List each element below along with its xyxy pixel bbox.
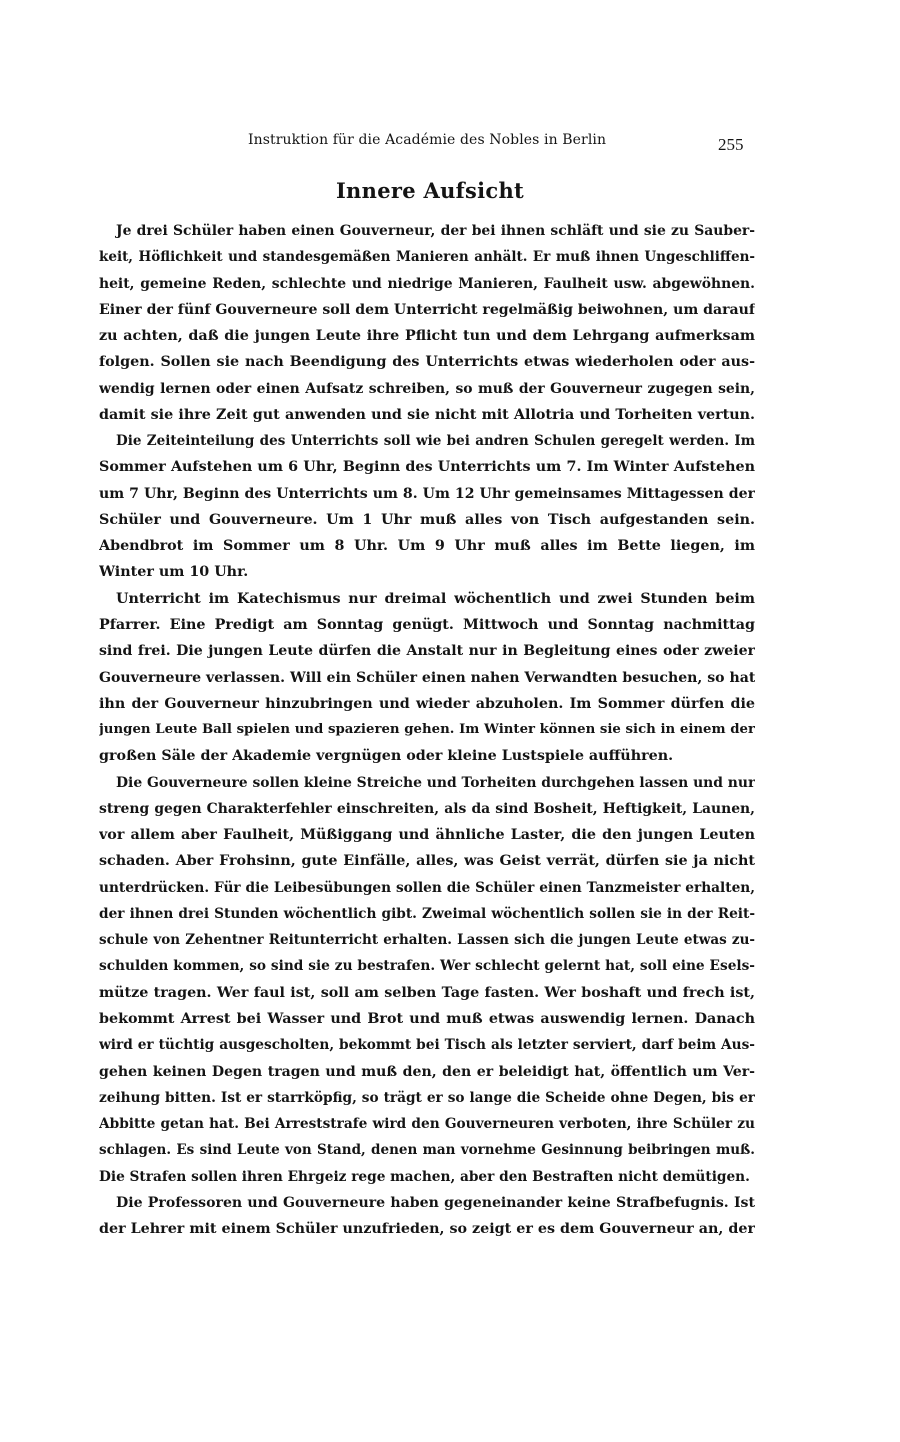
text-line: folgen. Sollen sie nach Beendigung des Unterrichts etwas wiederholen oder aus- bbox=[99, 354, 755, 371]
text-line: schlagen. Es sind Leute von Stand, denen man vornehme Gesinnung beibringen muß. bbox=[99, 1142, 755, 1159]
text-line: mütze tragen. Wer faul ist, soll am selben Tage fasten. Wer boshaft und frech ist, bbox=[99, 984, 755, 1001]
text-line: der Lehrer mit einem Schüler unzufrieden, so zeigt er es dem Gouverneur an, der bbox=[99, 1221, 755, 1238]
text-line: vor allem aber Faulheit, Müßiggang und ähnliche Laster, die den jungen Leuten bbox=[99, 827, 755, 844]
text-line: gehen keinen Degen tragen und muß den, den er beleidigt hat, öffentlich um Ver- bbox=[99, 1063, 755, 1080]
text-line: schulden kommen, so sind sie zu bestrafen. Wer schlecht gelernt hat, soll eine Esels- bbox=[99, 958, 755, 975]
text-line: Je drei Schüler haben einen Gouverneur, der bei ihnen schläft und sie zu Sauber- bbox=[116, 223, 755, 239]
page-number: 255 bbox=[718, 135, 744, 154]
text-line: Die Professoren und Gouverneure haben gegeneinander keine Strafbefugnis. Ist bbox=[116, 1194, 755, 1211]
text-line: Die Zeiteinteilung des Unterrichts soll wie bei andren Schulen geregelt werden. Im bbox=[116, 433, 755, 450]
text-line: bekommt Arrest bei Wasser und Brot und muß etwas auswendig lernen. Danach bbox=[99, 1010, 755, 1027]
text-line: Abendbrot im Sommer um 8 Uhr. Um 9 Uhr muß alles im Bette liegen, im bbox=[99, 538, 755, 555]
text-line: Die Strafen sollen ihren Ehrgeiz rege machen, aber den Bestraften nicht demütigen. bbox=[99, 1168, 750, 1185]
text-line: jungen Leute Ball spielen und spazieren gehen. Im Winter können sie sich in einem der bbox=[99, 722, 755, 738]
text-line: zeihung bitten. Ist er starrköpfig, so trägt er so lange die Scheide ohne Degen, bis er bbox=[99, 1089, 755, 1106]
running-head: Instruktion für die Académie des Nobles in Berlin bbox=[248, 132, 607, 148]
text-line: streng gegen Charakterfehler einschreiten, als da sind Bosheit, Heftigkeit, Launen, bbox=[99, 800, 755, 817]
text-line: ihn der Gouverneur hinzubringen und wieder abzuholen. Im Sommer dürfen die bbox=[99, 695, 755, 712]
text-line: keit, Höflichkeit und standesgemäßen Manieren anhält. Er muß ihnen Ungeschliffen- bbox=[99, 249, 755, 266]
text-line: schule von Zehentner Reitunterricht erhalten. Lassen sich die jungen Leute etwas zu- bbox=[99, 932, 755, 949]
text-line: wendig lernen oder einen Aufsatz schreiben, so muß der Gouverneur zugegen sein, bbox=[99, 380, 755, 397]
text-line: Abbitte getan hat. Bei Arreststrafe wird den Gouverneuren verboten, ihre Schüler zu bbox=[99, 1116, 755, 1133]
text-line: heit, gemeine Reden, schlechte und niedrige Manieren, Faulheit usw. abgewöhnen. bbox=[99, 275, 755, 292]
text-line: Sommer Aufstehen um 6 Uhr, Beginn des Unterrichts um 7. Im Winter Aufstehen bbox=[99, 459, 755, 476]
text-line: wird er tüchtig ausgescholten, bekommt bei Tisch als letzter serviert, darf beim Aus- bbox=[99, 1037, 755, 1054]
body-text bbox=[99, 218, 755, 1242]
text-line: Schüler und Gouverneure. Um 1 Uhr muß alles von Tisch aufgestanden sein. bbox=[99, 511, 755, 528]
text-line: zu achten, daß die jungen Leute ihre Pflicht tun und dem Lehrgang aufmerksam bbox=[99, 328, 755, 345]
text-line: großen Säle der Akademie vergnügen oder kleine Lustspiele aufführen. bbox=[99, 748, 674, 765]
text-line: Pfarrer. Eine Predigt am Sonntag genügt. Mittwoch und Sonntag nachmittag bbox=[99, 616, 755, 633]
text-line: um 7 Uhr, Beginn des Unterrichts um 8. Um 12 Uhr gemeinsames Mittagessen der bbox=[99, 485, 755, 502]
text-line: Gouverneure verlassen. Will ein Schüler einen nahen Verwandten besuchen, so hat bbox=[99, 669, 755, 686]
text-line: schaden. Aber Frohsinn, gute Einfälle, alles, was Geist verrät, dürfen sie ja nicht bbox=[99, 853, 755, 870]
text-line: Unterricht im Katechismus nur dreimal wöchentlich und zwei Stunden beim bbox=[116, 590, 755, 607]
text-line: damit sie ihre Zeit gut anwenden und sie nicht mit Allotria und Torheiten vertun. bbox=[99, 406, 755, 423]
text-line: sind frei. Die jungen Leute dürfen die Anstalt nur in Begleitung eines oder zweier bbox=[99, 643, 755, 660]
text-line: der ihnen drei Stunden wöchentlich gibt. Zweimal wöchentlich sollen sie in der Reit- bbox=[99, 905, 755, 922]
text-line: Einer der fünf Gouverneure soll dem Unterricht regelmäßig beiwohnen, um darauf bbox=[99, 301, 755, 318]
section-title: Innere Aufsicht bbox=[335, 178, 525, 203]
text-line: Winter um 10 Uhr. bbox=[99, 564, 249, 581]
text-line: Die Gouverneure sollen kleine Streiche und Torheiten durchgehen lassen und nur bbox=[116, 774, 755, 791]
text-line: unterdrücken. Für die Leibesübungen sollen die Schüler einen Tanzmeister erhalten, bbox=[99, 879, 755, 896]
